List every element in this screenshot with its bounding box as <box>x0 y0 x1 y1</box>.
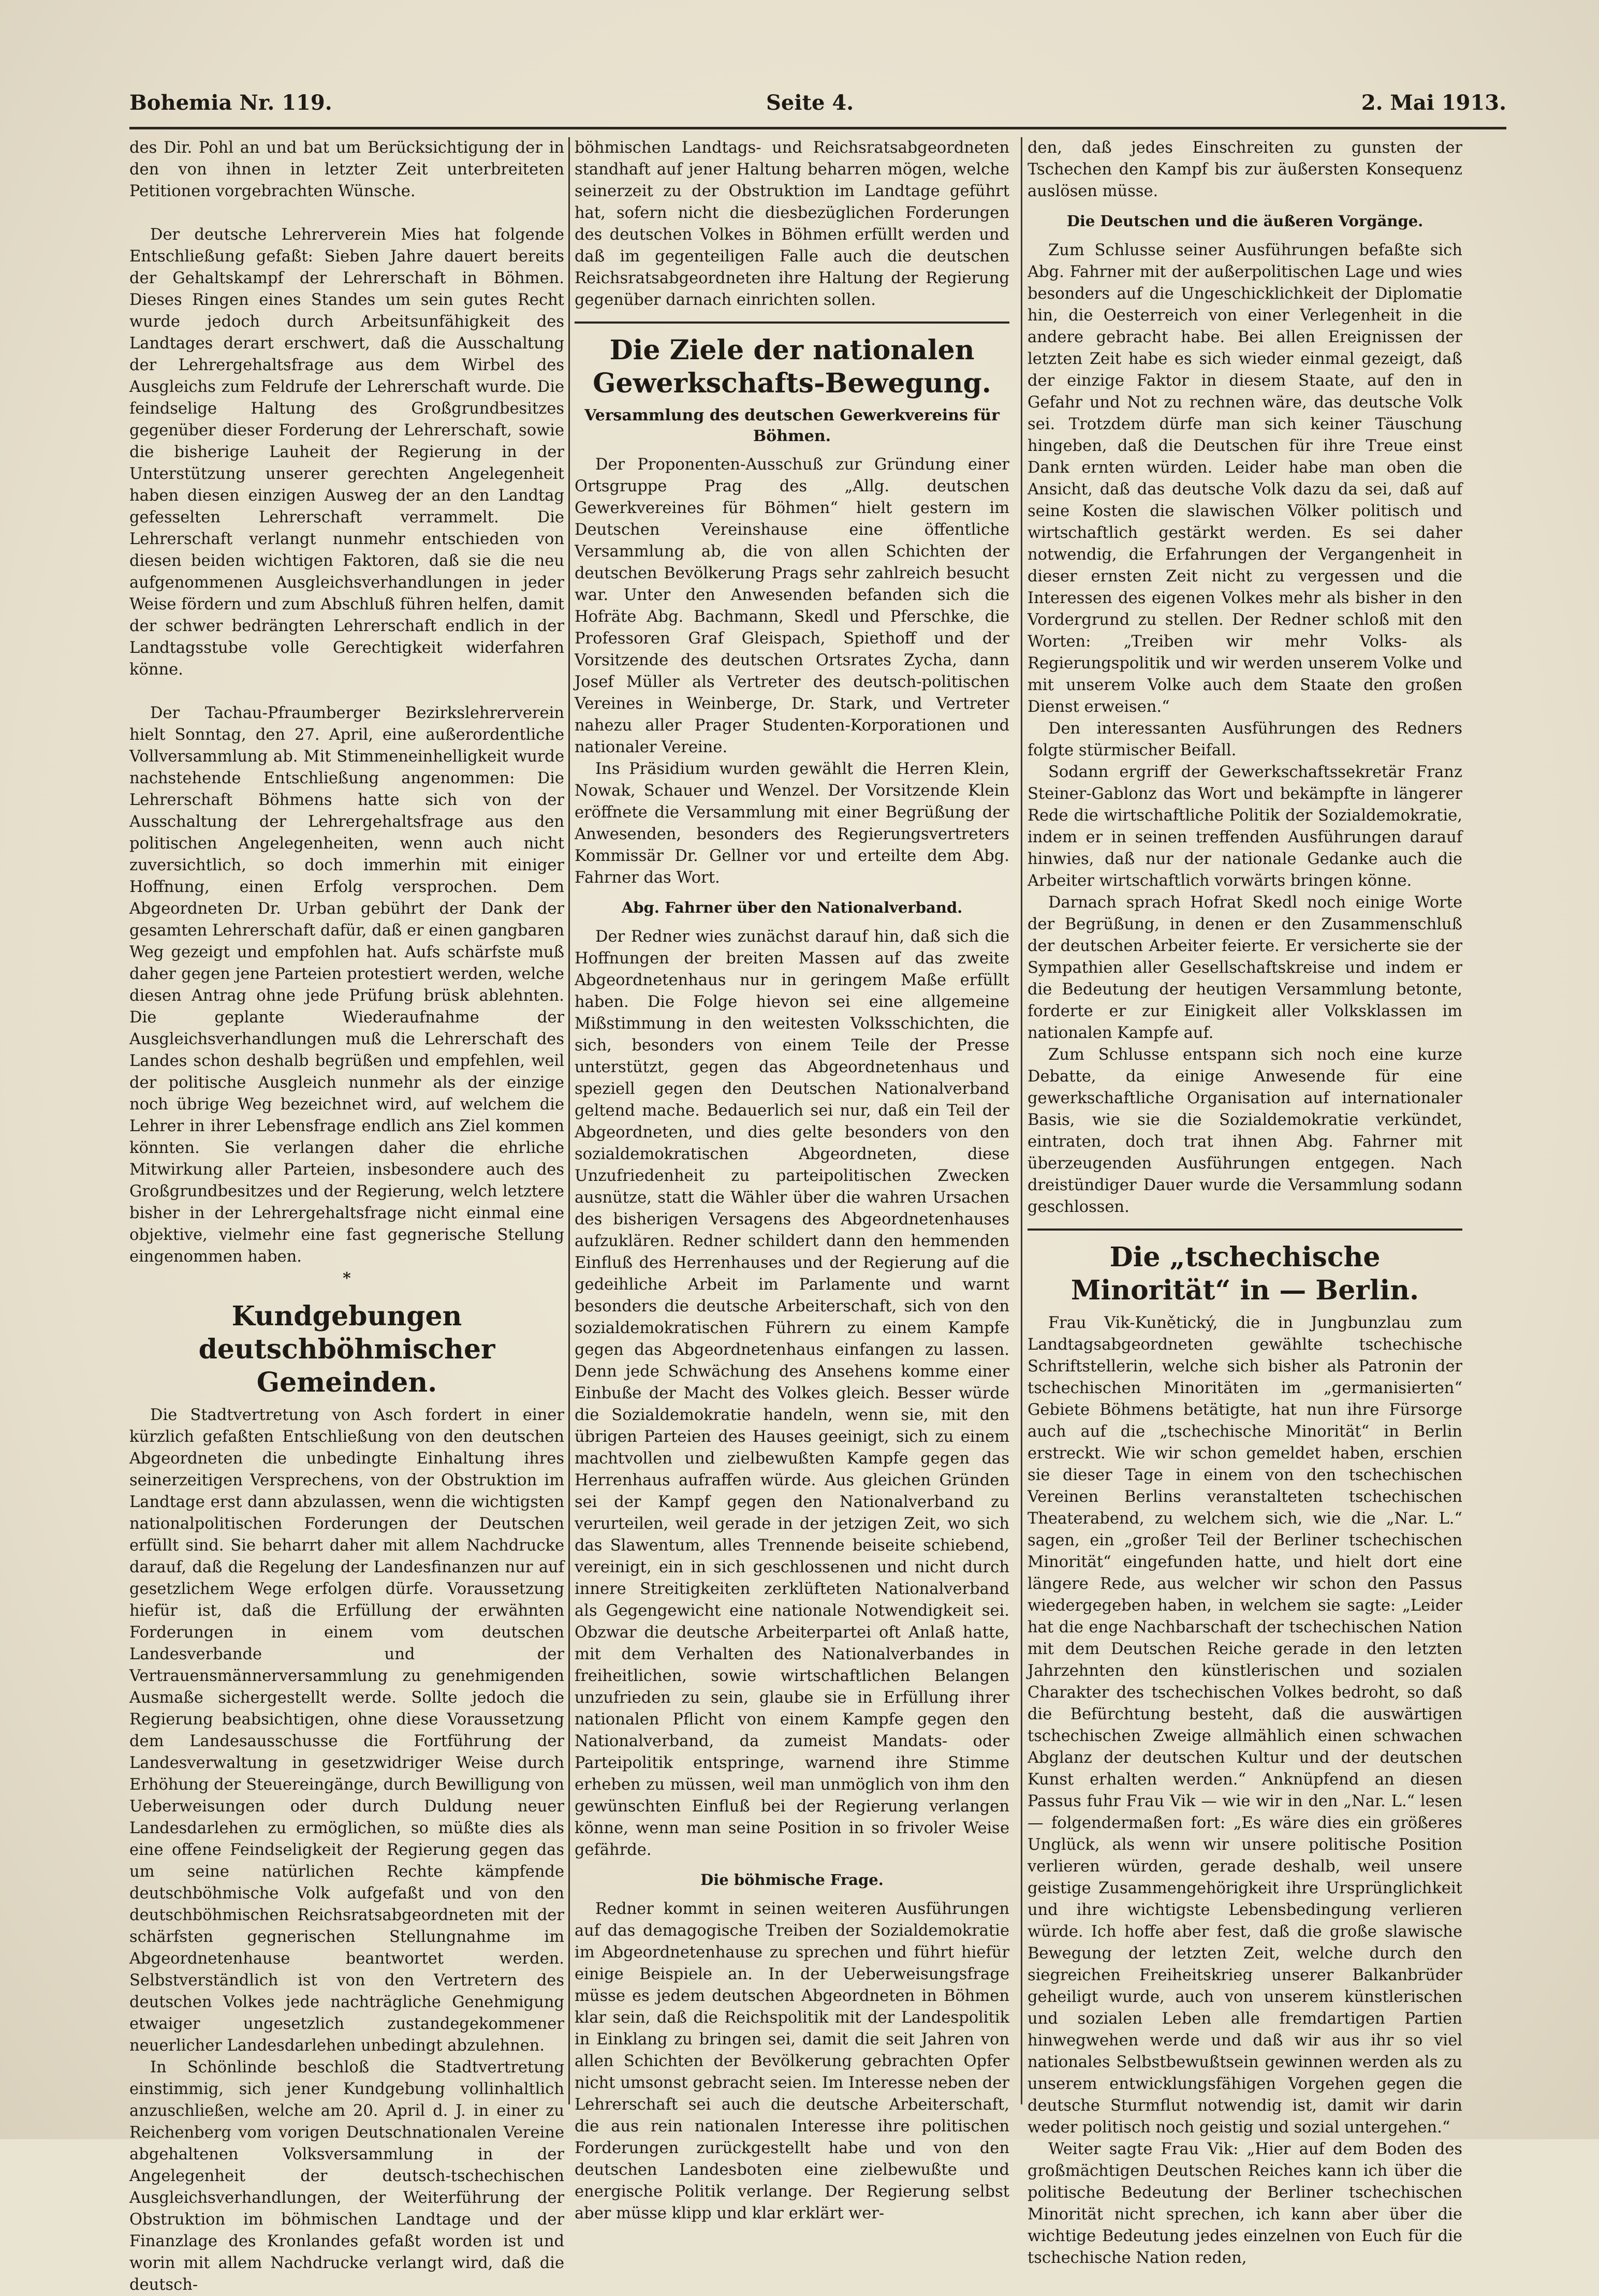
paragraph: böhmischen Landtags- und Reichsratsabgeordneten standhaft auf jener Haltung beharren mögen, welche seinerzeit zu der Obstruktion im Landtage geführt hat, sofern nicht die diesbezüglichen Forderungen des deutschen Volkes in Böhmen erfüllt werden und daß im gegenteiligen Falle auch die deutschen Reichsratsabgeordneten ihre Haltung der Regierung gegenüber darnach einrichten sollen. <box>575 139 1009 309</box>
column-2 <box>575 137 1009 2222</box>
paragraph: Darnach sprach Hofrat Skedl noch einige Worte der Begrüßung, in denen er den Zusammenschluß der deutschen Arbeiter feierte. Er versicherte sie der Sympathien aller Gesellschaftskreise und indem er die Bedeutung der heutigen Versammlung betonte, forderte er zur Einigkeit aller Volksklassen im nationalen Kampfe auf. <box>1028 894 1462 1042</box>
article-subheading: Versammlung des deutschen Gewerkvereins für Böhmen. <box>584 406 1000 445</box>
paragraph: des Dir. Pohl an und bat um Berücksichtigung der in den von ihnen in letzter Zeit unterbreiteten Petitionen vorgebrachten Wünsche. <box>129 139 564 200</box>
section-separator: * <box>343 1269 351 1288</box>
masthead <box>129 85 1506 122</box>
paragraph: den, daß jedes Einschreiten zu gunsten der Tschechen den Kampf bis zur äußersten Konsequenz auslösen müsse. <box>1028 139 1462 200</box>
masthead-date: 2. Mai 1913. <box>1361 91 1506 115</box>
masthead-page-number: Seite 4. <box>766 91 854 115</box>
article-rule <box>575 321 1009 324</box>
paragraph: Der Redner wies zunächst darauf hin, daß sich die Hoffnungen der breiten Massen auf das zweite Abgeordnetenhaus nur in geringem Maße erfüllt haben. Die Folge hievon sei eine allgemeine Mißstimmung in den weitesten Volksschichten, die sich, besonders von einem Teile der Presse unterstützt, gegen das Abgeordnetenhaus und speziell gegen den Deutschen Nationalverband geltend mache. Bedauerlich sei nur, daß ein Teil der Abgeordneten, und dies gelte besonders von den sozialdemokratischen Abgeordneten, diese Unzufriedenheit zu parteipolitischen Zwecken ausnütze, statt die Wähler über die wahren Ursachen des bisherigen Versagens des Abgeordnetenhauses aufzuklären. Redner schildert dann den hemmenden Einfluß des Herrenhauses und der Regierung auf die gedeihliche Arbeit im Parlamente und warnt besonders die deutsche Arbeiterschaft, sich von den sozialdemokratischen Führern zu einem Kampfe gegen das Abgeordnetenhaus einfangen zu lassen. Denn jede Schwächung des Ansehens komme einer Einbuße der Macht des Volkes gleich. Besser würde die Sozialdemokratie handeln, wenn sie, mit den übrigen Parteien des Hauses geeinigt, sich zu einem machtvollen und zielbewußten Kampfe gegen das Herrenhaus aufraffen würde. Aus gleichen Gründen sei der Kampf gegen den Nationalverband zu verurteilen, weil gerade in der jetzigen Zeit, wo sich das Slawentum, alles Trennende beiseite schiebend, vereinigt, ein in sich geschlossenen und nicht durch innere Streitigkeiten zerklüfteten Nationalverband als Gegengewicht eine nationale Notwendigkeit sei. Obzwar die deutsche Arbeiterpartei oft Anlaß hatte, mit dem Verhalten des Nationalverbandes in freiheitlichen, sowie wirtschaftlichen Belangen unzufrieden zu sein, glaube sie in Erfüllung ihrer nationalen Pflicht von einem Kampfe gegen den Nationalverband, da zumeist Mandats- oder Parteipolitik entspringe, warnend ihre Stimme erheben zu müssen, weil man unmöglich von ihm den gewünschten Einfluß bei der Regierung verlangen könne, wenn man seine Position in so frivoler Weise gefährde. <box>575 928 1009 1859</box>
column-divider-1 <box>568 137 570 2104</box>
article-heading: Kundgebungen deutschböhmischer Gemeinden. <box>198 1300 495 1398</box>
article-heading: Die Ziele der nationalen Gewerkschafts-Bewegung. <box>593 334 991 399</box>
section-subheading: Die Deutschen und die äußeren Vorgänge. <box>1066 212 1424 230</box>
paragraph: Den interessanten Ausführungen des Redners folgte stürmischer Beifall. <box>1028 720 1462 759</box>
column-1 <box>129 137 564 2294</box>
article-rule <box>1028 1229 1462 1231</box>
paragraph: Die Stadtvertretung von Asch fordert in einer kürzlich gefaßten Entschließung von den deutschen Abgeordneten die unbedingte Einhaltung ihres seinerzeitigen Versprechens, von der Obstruktion im Landtage erst dann abzulassen, wenn die wichtigsten nationalpolitischen Forderungen der Deutschen erfüllt sind. Sie beharrt daher mit allem Nachdrucke darauf, daß die Regelung der Landesfinanzen nur auf gesetzlichem Wege erfolgen dürfe. Voraussetzung hiefür ist, daß die Erfüllung der erwähnten Forderungen in einem vom deutschen Landesverbande und der Vertrauensmännerversammlung zu genehmigenden Ausmaße sichergestellt werde. Sollte jedoch die Regierung beabsichtigen, ohne diese Voraussetzung dem Landesausschusse die Fortführung der Landesverwaltung in gesetzwidriger Weise durch Erhöhung der Steuereingänge, durch Bewilligung von Ueberweisungen oder durch Duldung neuer Landesdarlehen zu ermöglichen, so müßte dies als eine offene Feindseligkeit der Regierung gegen das um seine natürlichen Rechte kämpfende deutschböhmische Volk aufgefaßt und von den deutschböhmischen Reichsratsabgeordneten mit der schärfsten gegnerischen Stellungnahme im Abgeordnetenhause beantwortet werden. Selbstverständlich ist von den Vertretern des deutschen Volkes jede nachträgliche Genehmigung etwaiger ungesetzlich zustandegekommener neuerlicher Landesdarlehen unbedingt abzulehnen. <box>129 1406 564 2055</box>
paragraph: Sodann ergriff der Gewerkschaftssekretär Franz Steiner-Gablonz das Wort und bekämpfte in längerer Rede die wirtschaftliche Politik der Sozialdemokratie, indem er in seinen treffenden Ausführungen darauf hinwies, daß nur der nationale Gedanke auch die Arbeiter wirtschaftlich vorwärts bringen könne. <box>1028 763 1462 890</box>
paragraph: Der Tachau-Pfraumberger Bezirkslehrerverein hielt Sonntag, den 27. April, eine außerordentliche Vollversammlung ab. Mit Stimmeneinhelligkeit wurde nachstehende Entschließung angenommen: Die Lehrerschaft Böhmens hatte sich von der Ausschaltung der Lehrergehaltsfrage aus den politischen Angelegenheiten, wenn auch nicht zuversichtlich, so doch immerhin mit einiger Hoffnung, einen Erfolg versprochen. Dem Abgeordneten Dr. Urban gebührt der Dank der gesamten Lehrerschaft dafür, daß er einen gangbaren Weg gezeigt und empfohlen hat. Aufs schärfste muß daher gegen jene Parteien protestiert werden, welche diesen Antrag ohne jede Prüfung brüsk ablehnten. Die geplante Wiederaufnahme der Ausgleichsverhandlungen muß die Lehrerschaft des Landes schon deshalb begrüßen und empfehlen, weil der politische Ausgleich nunmehr als der einzige noch übrige Weg bezeichnet wird, auf welchem die Lehrer in ihrer Lebensfrage endlich ans Ziel kommen könnten. Sie verlangen daher die ehrliche Mitwirkung aller Parteien, insbesondere auch des Großgrundbesitzes und der Regierung, welch letztere bisher in der Lehrergehaltsfrage nicht einmal eine objektive, vielmehr eine fast gegnerische Stellung eingenommen haben. <box>129 704 564 1266</box>
column-divider-2 <box>1021 137 1022 2104</box>
paragraph: Redner kommt in seinen weiteren Ausführungen auf das demagogische Treiben der Sozialdemokratie im Abgeordnetenhause zu sprechen und führt hiefür einige Beispiele an. In der Ueberweisungsfrage müsse es jedem deutschen Abgeordneten in Böhmen klar sein, daß die Reichspolitik mit der Landespolitik in Einklang zu bringen sei, damit die seit Jahren von allen Schichten der Bevölkerung gebrachten Opfer nicht umsonst gebracht seien. Im Interesse neben der Lehrerschaft sei auch die deutsche Arbeiterschaft, die aus rein nationalen Interesse ihre politischen Forderungen zurückgestellt habe und von den deutschen Landesboten eine zielbewußte und energische Politik verlange. Der Regierung selbst aber müsse klipp und klar erklärt wer- <box>575 1900 1009 2222</box>
column-3 <box>1028 137 1462 2267</box>
paragraph: Der Proponenten-Ausschuß zur Gründung einer Ortsgruppe Prag des „Allg. deutschen Gewerkvereines für Böhmen“ hielt gestern im Deutschen Vereinshause eine öffentliche Versammlung ab, die von allen Schichten der deutschen Bevölkerung Prags sehr zahlreich besucht war. Unter den Anwesenden befanden sich die Hofräte Abg. Bachmann, Skedl und Pferschke, die Professoren Graf Gleispach, Spiethoff und der Vorsitzende des deutschen Ortsrates Zycha, dann Josef Müller als Vertreter des deutsch-politischen Vereines in Weinberge, Dr. Stark, und Vertreter nahezu aller Prager Studenten-Korporationen und nationaler Vereine. <box>575 456 1009 756</box>
paragraph: Weiter sagte Frau Vik: „Hier auf dem Boden des großmächtigen Deutschen Reiches kann ich über die politische Bedeutung der Berliner tschechischen Minorität nicht sprechen, ich kann aber über die wichtige Bedeutung jedes einzelnen von Euch für die tschechische Nation reden, <box>1028 2140 1462 2267</box>
section-subheading: Abg. Fahrner über den Nationalverband. <box>621 899 963 916</box>
paragraph: Frau Vik-Kunětický, die in Jungbunzlau zum Landtagsabgeordneten gewählte tschechische Schriftstellerin, welche sich bisher als Patronin der tschechischen Minoritäten im „germanisierten“ Gebiete Böhmens betätigte, hat nun ihre Fürsorge auch auf die „tschechische Minorität“ in Berlin erstreckt. Wie wir schon gemeldet haben, erschien sie dieser Tage in einem von den tschechischen Vereinen Berlins veranstalteten tschechischen Theaterabend, zu welchem sich, wie die „Nar. L.“ sagen, ein „großer Teil der Berliner tschechischen Minorität“ eingefunden hatte, und hielt dort eine längere Rede, aus welcher wir schon den Passus wiedergegeben haben, in welchem sie sagte: „Leider hat die enge Nachbarschaft der tschechischen Nation mit dem Deutschen Reiche gerade in den letzten Jahrzehnten den künstlerischen und sozialen Charakter des tschechischen Volkes bedroht, so daß die Befürchtung besteht, daß die auswärtigen tschechischen Zweige allmählich einen schwachen Abglanz der deutschen Kultur und der deutschen Kunst erhalten werden.“ Anknüpfend an diesen Passus fuhr Frau Vik — wie wir in den „Nar. L.“ lesen — folgendermaßen fort: „Es wäre dies ein größeres Unglück, als wenn wir unsere politische Position verlieren würden, gerade deshalb, weil unsere geistige Zusammengehörigkeit ihre Ursprünglichkeit und ihre wichtigste Lebensbedingung verlieren würde. Ich hoffe aber fest, daß die große slawische Bewegung der letzten Zeit, welche durch den siegreichen Freiheitskrieg unserer Balkanbrüder geheiligt wurde, auch von unserem künstlerischen und sozialen Leben alle fremdartigen Partien hinwegwehen werde und daß wir aus ihr so viel nationales Selbstbewußtsein gewinnen werden als zu unserem entwicklungsfähigen Vorgehen gegen die deutsche Sturmflut notwendig ist, damit wir darin weder politisch noch geistig und sozial untergehen.“ <box>1028 1314 1462 2137</box>
section-subheading: Die böhmische Frage. <box>700 1871 884 1889</box>
article-heading: Die „tschechische Minorität“ in — Berlin. <box>1070 1241 1419 1306</box>
paragraph: Zum Schlusse entspann sich noch eine kurze Debatte, da einige Anwesende für eine gewerkschaftliche Organisation auf internationaler Basis, wie sie die Sozialdemokratie verkündet, eintraten, doch trat ihnen Abg. Fahrner mit überzeugenden Ausführungen entgegen. Nach dreistündiger Dauer wurde die Versammlung sodann geschlossen. <box>1028 1046 1462 1216</box>
paragraph: Zum Schlusse seiner Ausführungen befaßte sich Abg. Fahrner mit der außerpolitischen Lage und wies besonders auf die Ungeschicklichkeit der Diplomatie hin, die Oesterreich von einer Verlegenheit in die andere gebracht habe. Bei allen Ereignissen der letzten Zeit habe es sich wieder einmal gezeigt, daß der einzige Faktor in diesem Staate, auf den in Gefahr und Not zu rechnen wäre, das deutsche Volk sei. Trotzdem dürfe man sich keiner Täuschung hingeben, daß die Deutschen für ihre Treue einst Dank ernten würden. Leider habe man oben die Ansicht, daß das deutsche Volk dazu da sei, daß auf seine Kosten die slawischen Völker politisch und wirtschaftlich gestärkt werden. Es sei daher notwendig, die Erfahrungen der Vergangenheit in dieser ernsten Zeit nicht zu vergessen und die Interessen des eigenen Volkes mehr als bisher in den Vordergrund zu stellen. Der Redner schloß mit den Worten: „Treiben wir mehr Volks- als Regierungspolitik und wir werden unserem Volke und mit unserem Volke auch dem Staate den großen Dienst erweisen.“ <box>1028 241 1462 716</box>
paragraph: Ins Präsidium wurden gewählt die Herren Klein, Nowak, Schauer und Wenzel. Der Vorsitzende Klein eröffnete die Versammlung mit einer Begrüßung der Anwesenden, besonders des Regierungsvertreters Kommissär Dr. Gellner vor und erteilte dem Abg. Fahrner das Wort. <box>575 760 1009 887</box>
masthead-rule <box>129 127 1506 129</box>
masthead-issue: Bohemia Nr. 119. <box>129 91 332 115</box>
paragraph: Der deutsche Lehrerverein Mies hat folgende Entschließung gefaßt: Sieben Jahre dauert bereits der Gehaltskampf der Lehrerschaft in Böhmen. Dieses Ringen eines Standes um sein gutes Recht wurde jedoch durch Arbeitsunfähigkeit des Landtages derart erschwert, daß die Ausschaltung der Lehrergehaltsfrage aus dem Wirbel des Ausgleichs zum Feldrufe der Lehrerschaft wurde. Die feindselige Haltung des Großgrundbesitzes gegenüber dieser Forderung der Lehrerschaft, sowie die bisherige Lauheit der Regierung in der Unterstützung unserer gerechten Angelegenheit haben diesen einzigen Ausweg der an den Landtag gefesselten Lehrerschaft verrammelt. Die Lehrerschaft verlangt nunmehr entschieden von diesen beiden wichtigen Faktoren, daß sie die neu aufgenommenen Ausgleichsverhandlungen in jeder Weise fördern und zum Abschluß führen helfen, damit der schwer bedrängten Lehrerschaft endlich in der Landtagsstube volle Gerechtigkeit widerfahren könne. <box>129 226 564 679</box>
paragraph: In Schönlinde beschloß die Stadtvertretung einstimmig, sich jener Kundgebung vollinhaltlich anzuschließen, welche am 20. April d. J. in einer zu Reichenberg vom vorigen Deutschnationalen Vereine abgehaltenen Volksversammlung in der Angelegenheit der deutsch-tschechischen Ausgleichsverhandlungen, der Weiterführung der Obstruktion im böhmischen Landtage und der Finanzlage des Kronlandes gefaßt worden ist und worin mit allem Nachdrucke verlangt wird, daß die deutsch- <box>129 2058 564 2294</box>
